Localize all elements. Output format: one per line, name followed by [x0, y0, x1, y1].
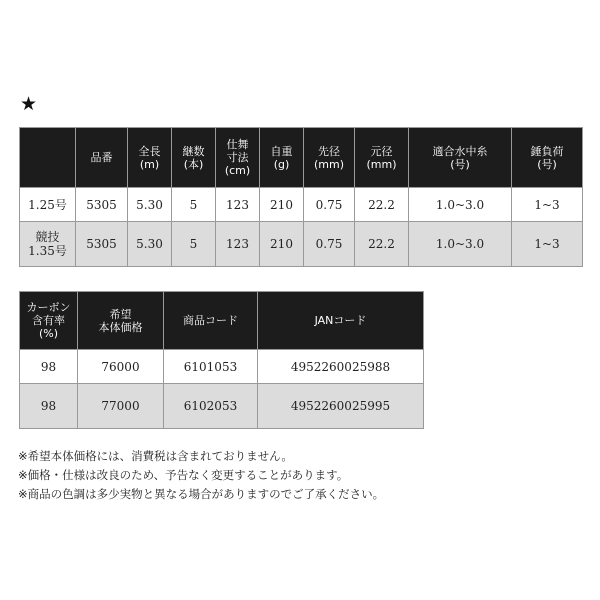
spec-header-cell: 適合水中糸 (号) [409, 128, 512, 188]
table-row [20, 188, 583, 222]
table-cell: 0.75 [304, 188, 355, 222]
table-cell: 5305 [76, 222, 128, 267]
spec-header-cell: 先径 (mm) [304, 128, 355, 188]
table-cell: 123 [216, 222, 260, 267]
table-cell: 22.2 [355, 222, 409, 267]
table-cell: 76000 [78, 350, 164, 384]
table-cell: 123 [216, 188, 260, 222]
table-cell: 5.30 [128, 222, 172, 267]
table-cell: 5 [172, 222, 216, 267]
table-cell: 1~3 [512, 188, 583, 222]
table-cell: 1.25号 [20, 188, 76, 222]
note-line: ※価格・仕様は改良のため、予告なく変更することがあります。 [18, 468, 349, 482]
table-cell: 6102053 [164, 384, 258, 429]
table-cell: 6101053 [164, 350, 258, 384]
table-cell: 4952260025988 [258, 350, 424, 384]
note-line: ※商品の色調は多少実物と異なる場合がありますのでご了承ください。 [18, 487, 385, 501]
table-cell: 77000 [78, 384, 164, 429]
spec-header-cell: 元径 (mm) [355, 128, 409, 188]
table-cell: 1.0~3.0 [409, 188, 512, 222]
table-cell: 210 [260, 188, 304, 222]
table-cell: 22.2 [355, 188, 409, 222]
spec-header-cell: 継数 (本) [172, 128, 216, 188]
price-header-cell: 商品コード [164, 292, 258, 350]
star-icon: ★ [20, 93, 38, 115]
table-cell: 1~3 [512, 222, 583, 267]
table-cell: 210 [260, 222, 304, 267]
spec-header-cell: 品番 [76, 128, 128, 188]
spec-header-cell: 全長 (m) [128, 128, 172, 188]
table-cell: 4952260025995 [258, 384, 424, 429]
price-header-cell: JANコード [258, 292, 424, 350]
table-cell: 98 [20, 384, 78, 429]
spec-header-row [20, 128, 583, 188]
table-row [20, 384, 424, 429]
spec-header-cell: 錘負荷 (号) [512, 128, 583, 188]
price-header-row [20, 292, 424, 350]
spec-header-cell: 自重 (g) [260, 128, 304, 188]
spec-table [19, 127, 583, 267]
table-cell: 5 [172, 188, 216, 222]
table-cell: 1.0~3.0 [409, 222, 512, 267]
table-cell: 5305 [76, 188, 128, 222]
table-row [20, 222, 583, 267]
price-table [19, 291, 424, 429]
table-cell: 98 [20, 350, 78, 384]
price-header-cell: カーボン 含有率 (%) [20, 292, 78, 350]
table-row [20, 350, 424, 384]
table-cell: 5.30 [128, 188, 172, 222]
table-cell: 0.75 [304, 222, 355, 267]
spec-header-cell [20, 128, 76, 188]
spec-header-cell: 仕舞 寸法 (cm) [216, 128, 260, 188]
table-cell: 競技 1.35号 [20, 222, 76, 267]
price-header-cell: 希望 本体価格 [78, 292, 164, 350]
notes [18, 447, 384, 504]
note-line: ※希望本体価格には、消費税は含まれておりません。 [18, 449, 293, 463]
